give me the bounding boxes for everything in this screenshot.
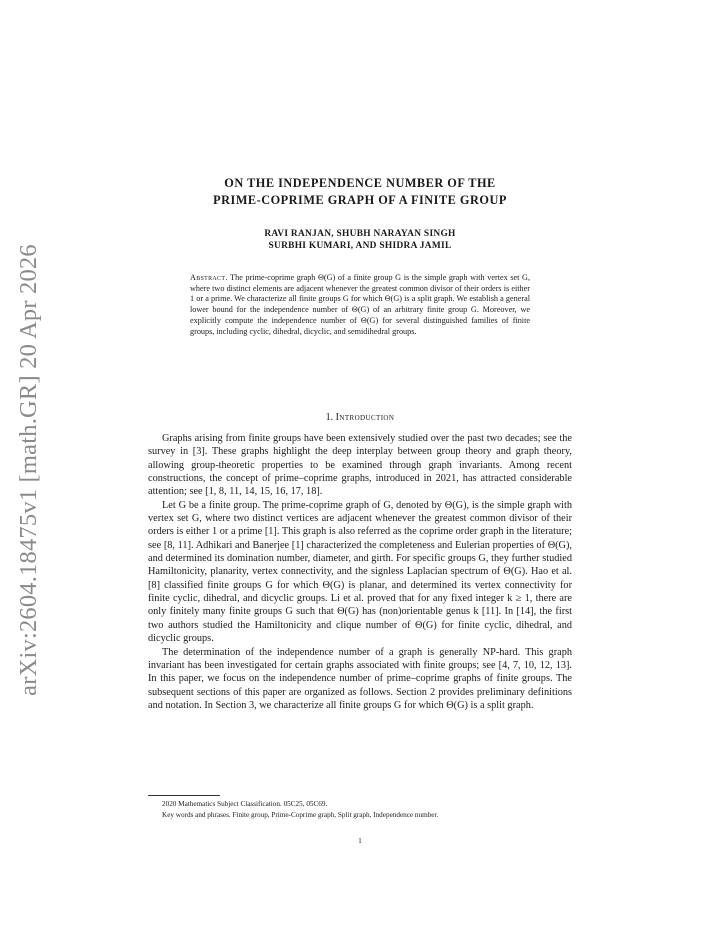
abstract-heading: Abstract.	[190, 273, 228, 282]
author-line: SURBHI KUMARI, AND SHIDRA JAMIL	[268, 241, 452, 251]
abstract	[190, 273, 530, 337]
section-number: 1.	[325, 412, 334, 423]
footnote-rule	[148, 795, 220, 796]
introduction-body	[148, 432, 572, 712]
footnotes	[148, 799, 578, 820]
page-number: 1	[358, 836, 362, 845]
author-list	[0, 228, 720, 252]
msc-classification: 2020 Mathematics Subject Classification. 05C25, 05C69.	[162, 800, 328, 808]
keywords: Key words and phrases. Finite group, Prime-Coprime graph, Split graph, Independence number.	[162, 810, 439, 819]
paragraph: The determination of the independence number of a graph is generally NP-hard. This graph invariant has been investigated for certain graphs associated with finite groups; see [4, 7, 10, 12, 13]. In this paper, we focus on the independence number of prime–coprime graphs of finite groups. The subsequent sections of this paper are organized as follows. Section 2 provides preliminary definitions and notation. In Section 3, we characterize all finite groups G for which Θ(G) is a split graph.	[148, 646, 572, 711]
paper-title	[0, 175, 720, 209]
title-line: PRIME-COPRIME GRAPH OF A FINITE GROUP	[213, 193, 507, 207]
paragraph: Let G be a finite group. The prime-coprime graph of G, denoted by Θ(G), is the simple graph with vertex set G, where two distinct vertices are adjacent whenever the greatest common divisor of their orders is either 1 or a prime [1]. This graph is also referred as the coprime order graph in the literature; see [8, 11]. Adhikari and Banerjee [1] characterized the completeness and Eulerian properties of Θ(G), and determined its domination number, diameter, and girth. For specific groups G, they further studied Hamiltonicity, planarity, vertex connectivity, and the signless Laplacian spectrum of Θ(G). Hao et al. [8] classified finite groups G for which Θ(G) is planar, and determined its vertex connectivity for finite cyclic, dihedral, and dicyclic groups. Li et al. proved that for any fixed integer k ≥ 1, there are only finitely many finite groups G such that Θ(G) has (non)orientable genus k [11]. In [14], the first two authors studied the Hamiltonicity and clique number of Θ(G) for finite cyclic, dihedral, and dicyclic groups.	[148, 499, 572, 645]
author-line: RAVI RANJAN, SHUBH NARAYAN SINGH	[264, 229, 456, 239]
arxiv-stamp	[6, 240, 52, 700]
title-line: ON THE INDEPENDENCE NUMBER OF THE	[224, 176, 496, 190]
section-heading	[0, 412, 720, 423]
section-name: Introduction	[335, 412, 395, 423]
paragraph: Graphs arising from finite groups have been extensively studied over the past two decades; see the survey in [3]. These graphs highlight the deep interplay between group theory and graph theory, allowing group-theoretic properties to be examined through graph invariants. Among recent constructions, the concept of prime–coprime graphs, introduced in 2021, has attracted considerable attention; see [1, 8, 11, 14, 15, 16, 17, 18].	[148, 433, 572, 498]
arxiv-identifier: arXiv:2604.18475v1 [math.GR] 20 Apr 2026	[15, 244, 42, 696]
abstract-text: The prime-coprime graph Θ(G) of a finite group G is the simple graph with vertex set G, where two distinct elements are adjacent whenever the greatest common divisor of their orders is either 1 or a prime. We characterize all finite groups G for which Θ(G) is a split graph. We establish a general lower bound for the independence number of Θ(G) of an arbitrary finite group G. Moreover, we explicitly compute the independence number of Θ(G) for several distinguished families of finite groups, including cyclic, dihedral, dicyclic, and semidihedral groups.	[190, 273, 530, 336]
